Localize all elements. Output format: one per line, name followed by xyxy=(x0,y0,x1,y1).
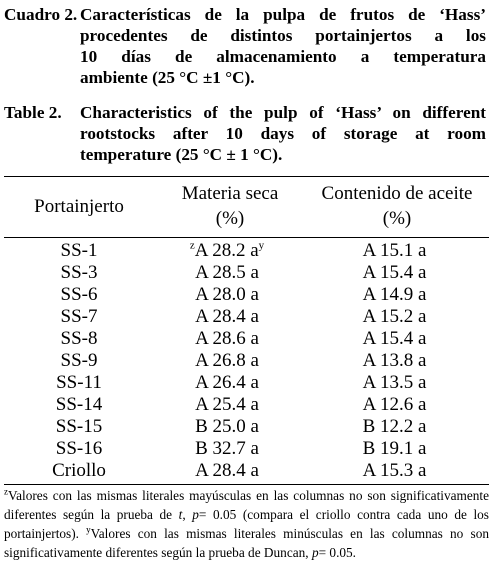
oil-cell: A 15.2 a xyxy=(362,306,427,327)
oil-cell: A 15.4 a xyxy=(362,262,427,283)
oil-cell: A 15.1 a xyxy=(362,240,427,261)
rootstock-cell: SS-11 xyxy=(56,372,102,393)
caption-spanish-line: ambiente (25 °C ±1 °C). xyxy=(80,68,255,87)
dry-matter-cell xyxy=(154,240,300,262)
header-dry-matter-unit: (%) xyxy=(215,208,245,229)
table-row xyxy=(4,460,489,482)
dry-matter-cell: A 28.4 a xyxy=(195,306,259,327)
caption-spanish-line: 10 días de almacenamiento a temperatura xyxy=(80,47,486,66)
dry-matter-cell: A 26.4 a xyxy=(195,372,259,393)
table-row xyxy=(4,284,489,306)
footnote-y-mark: y xyxy=(86,524,91,535)
rootstock-cell: SS-9 xyxy=(60,350,98,371)
table-row xyxy=(4,372,489,394)
oil-cell: B 19.1 a xyxy=(362,438,427,459)
dry-matter-cell: A 25.4 a xyxy=(195,394,259,415)
oil-cell: A 14.9 a xyxy=(362,284,427,305)
rootstock-cell: SS-7 xyxy=(60,306,98,327)
oil-cell: A 15.3 a xyxy=(362,460,427,481)
rootstock-cell: SS-6 xyxy=(60,284,98,305)
caption-english-label: Table 2. xyxy=(4,103,62,122)
table-row xyxy=(4,328,489,350)
footnote-z-sep: , xyxy=(182,507,193,522)
oil-cell: B 12.2 a xyxy=(362,416,427,437)
dry-matter-cell: B 25.0 a xyxy=(195,416,259,437)
rootstock-cell: SS-14 xyxy=(55,394,103,415)
table-bottom-rule xyxy=(4,484,489,485)
dry-matter-value: A 28.2 a xyxy=(194,240,259,261)
dry-matter-cell: A 28.0 a xyxy=(195,284,259,305)
footnote-p-symbol: p xyxy=(192,507,199,522)
table-row xyxy=(4,240,489,262)
table-row xyxy=(4,262,489,284)
table-row xyxy=(4,350,489,372)
caption-english-line: rootstocks after 10 days of storage at room xyxy=(80,124,486,143)
table-header-rule xyxy=(4,237,489,238)
header-oil-content-unit: (%) xyxy=(382,208,412,229)
table-footnote xyxy=(4,486,489,562)
oil-cell: A 13.8 a xyxy=(362,350,427,371)
table-row xyxy=(4,394,489,416)
footnote-mark-z: z xyxy=(189,239,195,252)
table-body xyxy=(4,240,489,482)
header-rootstock: Portainjerto xyxy=(34,196,124,217)
dry-matter-cell: B 32.7 a xyxy=(195,438,259,459)
header-oil-content xyxy=(305,181,489,231)
header-dry-matter-title: Materia seca xyxy=(181,183,279,204)
table-top-rule xyxy=(4,176,489,177)
footnote-z-text-end: = 0.05 (compara el criollo contra cada uno de los portainjertos). xyxy=(4,507,489,541)
caption-spanish xyxy=(4,4,486,88)
table-row xyxy=(4,416,489,438)
oil-cell: A 15.4 a xyxy=(362,328,427,349)
rootstock-cell: SS-16 xyxy=(55,438,103,459)
dry-matter-cell: A 28.5 a xyxy=(195,262,259,283)
dry-matter-cell: A 28.4 a xyxy=(195,460,259,481)
rootstock-cell: Criollo xyxy=(52,460,106,481)
table-row xyxy=(4,306,489,328)
caption-spanish-line: procedentes de distintos portainjertos a los xyxy=(80,26,486,45)
caption-english xyxy=(4,102,486,165)
caption-english-line: temperature (25 °C ± 1 °C). xyxy=(80,145,283,164)
footnote-t-symbol: t xyxy=(178,507,183,522)
footnote-p-symbol: p xyxy=(311,545,319,560)
table-row xyxy=(4,438,489,460)
dry-matter-cell: A 26.8 a xyxy=(195,350,259,371)
oil-cell: A 13.5 a xyxy=(362,372,427,393)
footnote-y-text: Valores con las mismas literales minúsculas en las columnas no son significativamente diferentes según la prueba de Duncan, xyxy=(4,526,489,560)
rootstock-cell: SS-3 xyxy=(60,262,98,283)
dry-matter-cell: A 28.6 a xyxy=(195,328,259,349)
rootstock-cell: SS-1 xyxy=(60,240,98,261)
caption-english-line: Characteristics of the pulp of ‘Hass’ on different xyxy=(80,103,486,122)
caption-spanish-label: Cuadro 2. xyxy=(4,5,78,24)
header-oil-content-title: Contenido de aceite xyxy=(321,183,473,204)
footnote-mark-y: y xyxy=(258,239,265,252)
caption-spanish-line: Características de la pulpa de frutos de ‘Hass’ xyxy=(80,5,486,24)
header-dry-matter xyxy=(160,181,300,231)
footnote-z-mark: z xyxy=(4,486,8,497)
oil-cell: A 12.6 a xyxy=(362,394,427,415)
rootstock-cell: SS-15 xyxy=(55,416,103,437)
footnote-y-text-end: = 0.05. xyxy=(318,545,357,560)
footnote-z-text: Valores con las mismas literales mayúsculas en las columnas no son significativamente diferentes según la prueba de xyxy=(4,488,489,522)
rootstock-cell: SS-8 xyxy=(60,328,98,349)
